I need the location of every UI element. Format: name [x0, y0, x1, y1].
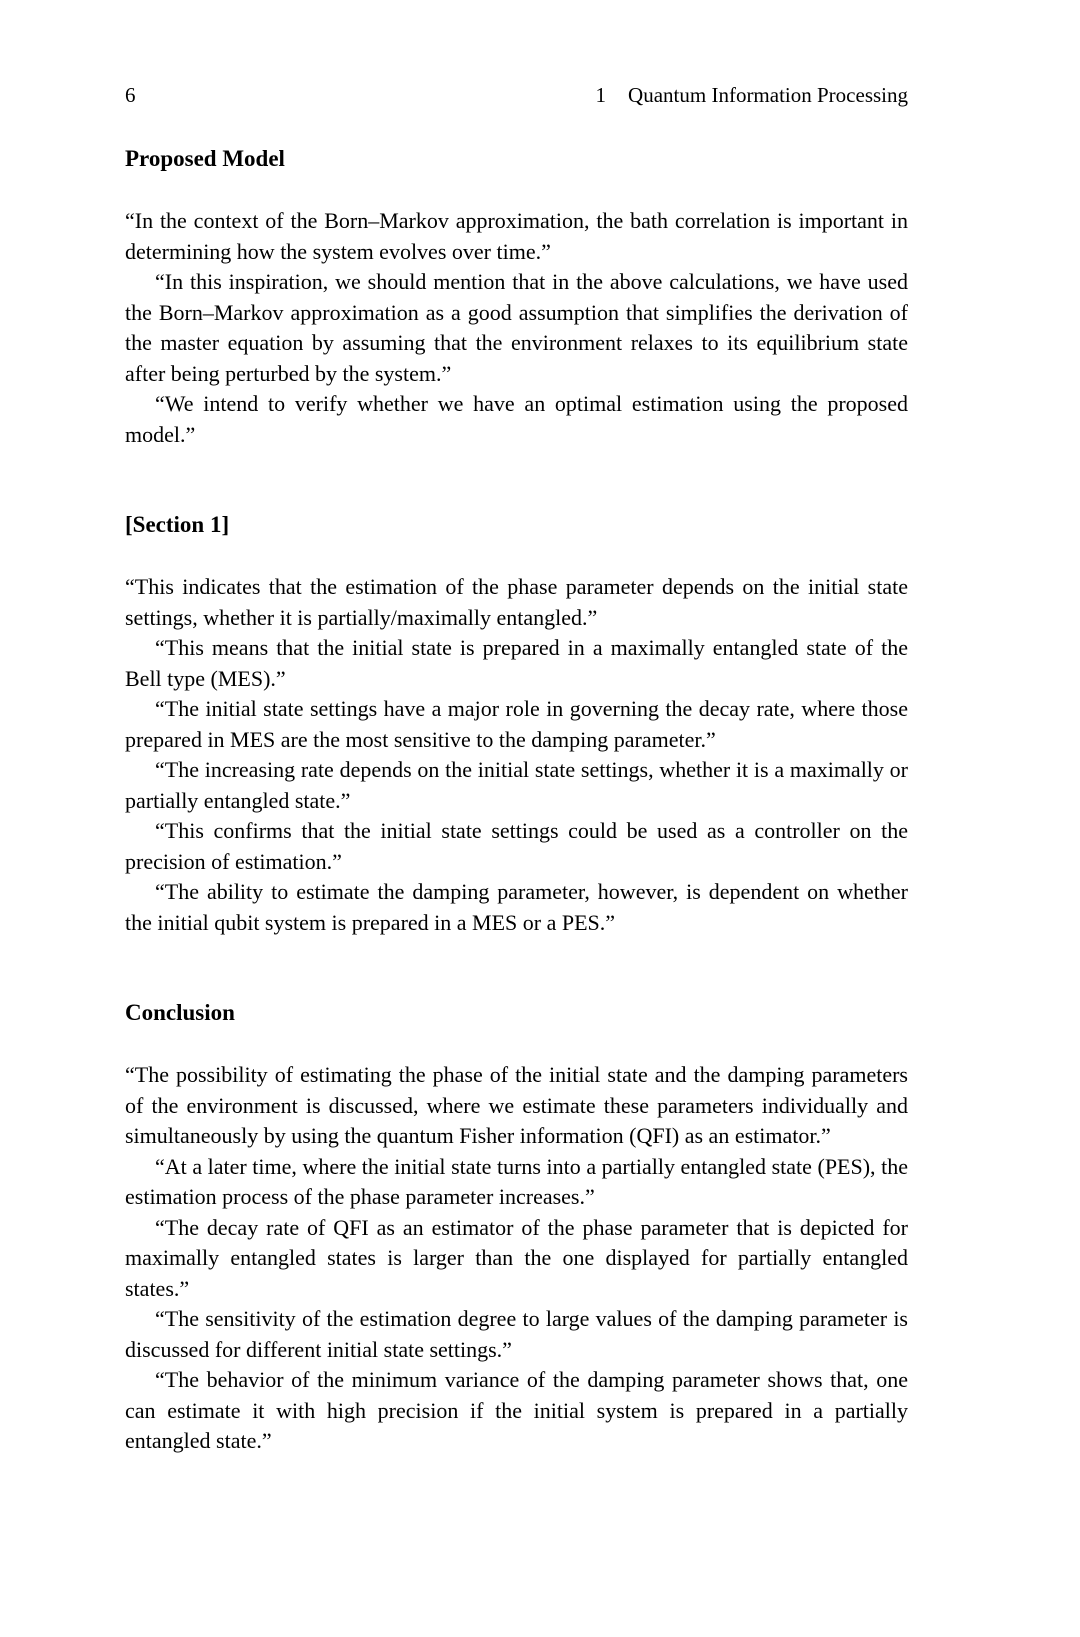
section-section-1 [125, 512, 908, 938]
paragraph: “This indicates that the estimation of the phase parameter depends on the initial state settings, whether it is partially/maximally entangled.” [125, 574, 908, 630]
paragraph: “The initial state settings have a major role in governing the decay rate, where those prepared in MES are the most sensitive to the damping parameter.” [125, 696, 908, 752]
paragraph: “At a later time, where the initial state turns into a partially entangled state (PES), the estimation process of the phase parameter increases.” [125, 1153, 908, 1209]
paragraph: “This confirms that the initial state settings could be used as a controller on the precision of estimation.” [125, 818, 908, 874]
section-body [125, 572, 908, 938]
section-heading-section-1: [Section 1] [125, 512, 230, 537]
chapter-number: 1 [595, 83, 607, 107]
section-heading-conclusion: Conclusion [125, 1000, 235, 1025]
chapter-title: Quantum Information Processing [628, 83, 908, 107]
paragraph: “The possibility of estimating the phase of the initial state and the damping parameters of the environment is discussed, where we estimate these parameters individually and simultaneously by using the quantum Fisher information (QFI) as an estimator.” [125, 1062, 908, 1148]
running-header [125, 83, 908, 107]
section-proposed-model [125, 146, 908, 450]
section-conclusion [125, 1000, 908, 1457]
paragraph: “The decay rate of QFI as an estimator of the phase parameter that is depicted for maximally entangled states is larger than the one displayed for partially entangled states.” [125, 1214, 908, 1301]
paragraph: “In the context of the Born–Markov approximation, the bath correlation is important in determining how the system evolves over time.” [125, 208, 908, 264]
section-body [125, 206, 908, 450]
paragraph: “The behavior of the minimum variance of the damping parameter shows that, one can estimate it with high precision if the initial system is prepared in a partially entangled state.” [125, 1367, 908, 1453]
paragraph: “This means that the initial state is prepared in a maximally entangled state of the Bell type (MES).” [125, 635, 908, 691]
chapter-header [596, 83, 908, 107]
paragraph: “We intend to verify whether we have an optimal estimation using the proposed model.” [125, 391, 908, 447]
paragraph: “In this inspiration, we should mention that in the above calculations, we have used the Born–Markov approximation as a good assumption that simplifies the derivation of the master equation by assuming that the environment relaxes to its equilibrium state after being perturbed by the system.” [125, 269, 908, 386]
page-number: 6 [125, 83, 136, 107]
paragraph: “The increasing rate depends on the initial state settings, whether it is a maximally or partially entangled state.” [125, 757, 908, 813]
section-body [125, 1060, 908, 1457]
paragraph: “The ability to estimate the damping parameter, however, is dependent on whether the initial qubit system is prepared in a MES or a PES.” [125, 879, 908, 935]
section-heading-proposed-model: Proposed Model [125, 146, 285, 171]
paragraph: “The sensitivity of the estimation degree to large values of the damping parameter is discussed for different initial state settings.” [125, 1306, 908, 1362]
